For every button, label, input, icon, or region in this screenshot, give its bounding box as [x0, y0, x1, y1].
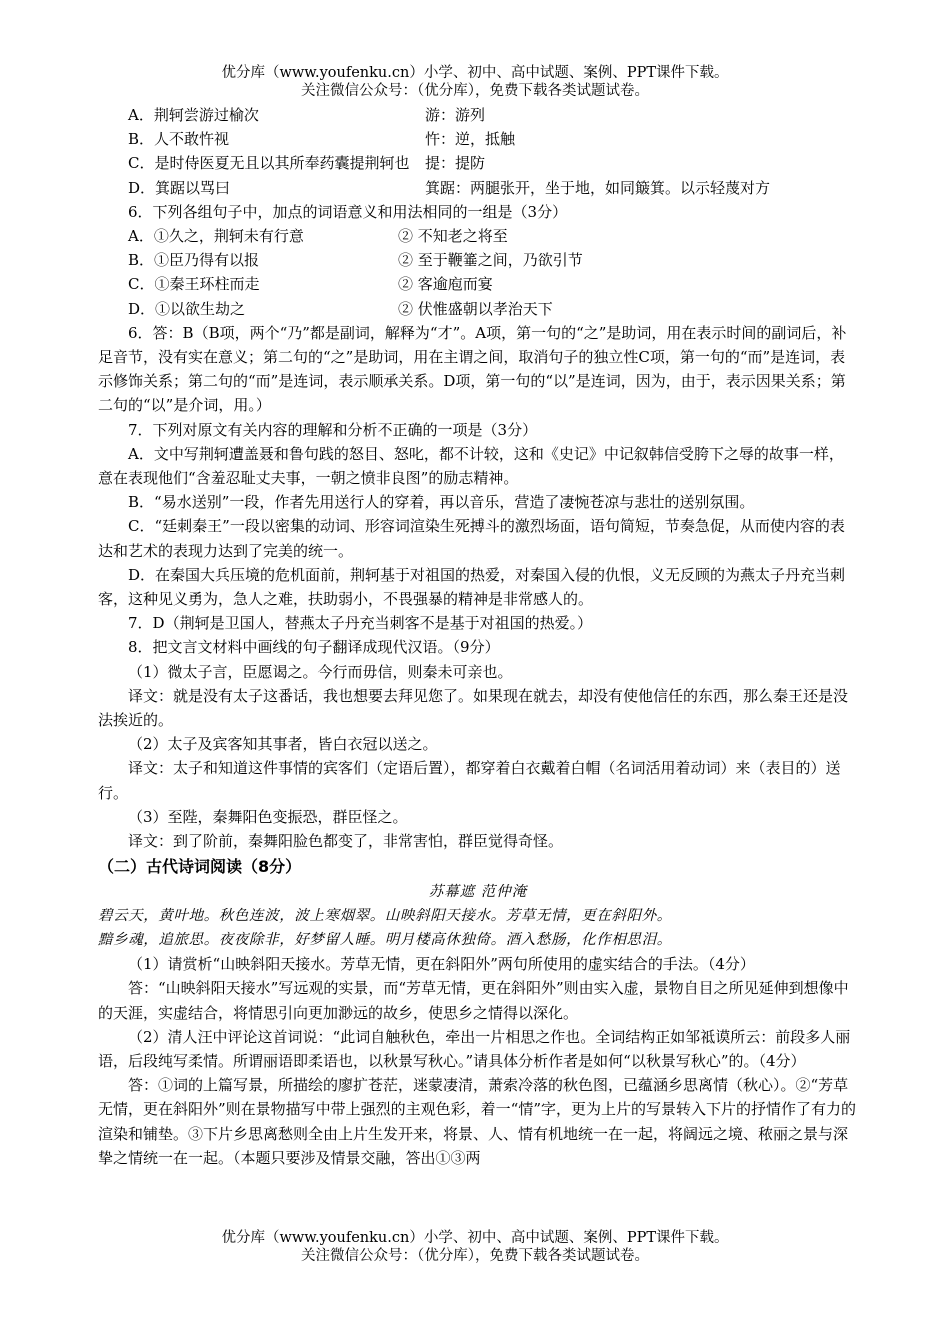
q8-item-3-translation: 译文：到了阶前，秦舞阳脸色都变了，非常害怕，群臣觉得奇怪。: [128, 832, 564, 851]
q5-option-d-sentence: D．箕踞以骂曰: [128, 178, 231, 197]
header-line-2: 关注微信公众号：（优分库），免费下载各类试题试卷。: [301, 83, 649, 99]
q6-option-d: [98, 297, 858, 321]
poem-question-2: （2）清人汪中评论这首词说：“此词自触秋色，牵出一片相思之作也。全词结构正如邹祗谟所云：前段多人丽语，后段纯写柔情。所谓丽语即柔语也，以秋景写秋心。”请具体分析作者是如何“以秋景写秋心”的。（4分）: [98, 1027, 851, 1070]
q5-option-d-explain: 箕踞：两腿张开，坐于地，如同簸箕。以示轻蔑对方: [425, 178, 771, 197]
footer-line-2: 关注微信公众号：（优分库），免费下载各类试题试卷。: [301, 1248, 649, 1264]
q5-option-c: [98, 151, 858, 175]
poem-line-1: 碧云天，黄叶地。秋色连波，波上寒烟翠。山映斜阳天接水。芳草无情，更在斜阳外。: [98, 907, 672, 924]
q5-option-a: [98, 103, 858, 127]
footer-line-1: 优分库（www.youfenku.cn）小学、初中、高中试题、案例、PPT课件下载。: [221, 1230, 729, 1246]
q5-option-b-sentence: B．人不敢忤视: [128, 130, 230, 149]
q5-option-b-explain: 忤：逆，抵触: [425, 130, 516, 149]
header-line-1: 优分库（www.youfenku.cn）小学、初中、高中试题、案例、PPT课件下载。: [221, 65, 729, 81]
q6-option-c-second: ② 客逾庖而宴: [398, 275, 493, 294]
document-body: [98, 103, 858, 1170]
q5-option-a-explain: 游：游列: [425, 106, 486, 124]
q6-stem: 6．下列各组句子中，加点的词语意义和用法相同的一组是（3分）: [128, 202, 568, 221]
page-footer: [0, 1229, 950, 1265]
q8-item-2-translation: 译文：太子和知道这件事情的宾客们（定语后置），都穿着白衣戴着白帽（名词活用着动词）来（表目的）送行。: [98, 759, 841, 802]
q6-option-b-first: B．①臣乃得有以报: [128, 251, 260, 270]
q8-item-1-source: （1）微太子言，臣愿谒之。今行而毋信，则秦未可亲也。: [128, 662, 513, 681]
poem-answer-2: 答：①词的上篇写景，所描绘的廖扩苍茫，迷蒙凄清，萧索冷落的秋色图，已蕴涵乡思离情（秋心）。②“芳草无情，更在斜阳外”则在景物描写中带上强烈的主观色彩，着一“情”字，更为上片的写景转入下片的抒情作了有力的渲染和铺垫。③下片乡思离愁则全由上片生发开来，将景、人、情有机地统一在一起，将阔远之境、秾丽之景与深挚之情统一在一起。（本题只要涉及情景交融，答出①③两: [98, 1076, 857, 1167]
q5-option-a-sentence: A．荆轲尝游过榆次: [128, 106, 259, 124]
page-header: [0, 64, 950, 100]
q7-option-c: C．“廷刺秦王”一段以密集的动词、形容词渲染生死搏斗的激烈场面，语句简短，节奏急促，从而使内容的表达和艺术的表现力达到了完美的统一。: [98, 517, 845, 560]
q8-stem: 8．把文言文材料中画线的句子翻译成现代汉语。（9分）: [128, 638, 500, 657]
poem-line-2: 黯乡魂，追旅思。夜夜除非，好梦留人睡。明月楼高休独倚。酒入愁肠，化作相思泪。: [98, 931, 672, 948]
q6-option-a-second: ② 不知老之将至: [398, 227, 508, 246]
q8-item-1-translation: 译文：就是没有太子这番话，我也想要去拜见您了。如果现在就去，却没有使他信任的东西，那么秦王还是没法挨近的。: [98, 686, 849, 730]
q6-option-a-first: A．①久之，荆轲未有行意: [128, 227, 304, 246]
q7-option-b: B．“易水送别”一段，作者先用送行人的穿着，再以音乐，营造了凄惋苍凉与悲壮的送别氛围。: [128, 493, 755, 512]
q8-item-2-source: （2）太子及宾客知其事者，皆白衣冠以送之。: [128, 735, 438, 754]
poem-title: 苏幕遮 范仲淹: [428, 883, 528, 900]
poem-question-1: （1）请赏析“山映斜阳天接水。芳草无情，更在斜阳外”两句所使用的虚实结合的手法。（4分）: [128, 955, 755, 974]
q6-option-d-first: D．①以欲生劫之: [128, 299, 246, 318]
q6-option-c-first: C．①秦王环柱而走: [128, 275, 260, 294]
q5-option-d: [98, 176, 858, 200]
q7-option-a: A．文中写荆轲遭盖聂和鲁句践的怒目、怒叱，都不计较，这和《史记》中记叙韩信受胯下之辱的故事一样，意在表现他们“含羞忍耻丈夫事，一朝之愤非良图”的励志精神。: [98, 444, 844, 488]
q5-option-c-explain: 提：提防: [425, 154, 486, 173]
q6-option-d-second: ② 伏惟盛朝以孝治天下: [398, 299, 553, 318]
q6-answer: 6．答：B（B项，两个“乃”都是副词，解释为“才”。A项，第一句的“之”是助词，用在表示时间的副词后，补足音节，没有实在意义；第二句的“之”是助词，用在主谓之间，取消句子的独立性C项，第一句的“而”是连词，表示修饰关系；第二句的“而”是连词，表示顺承关系。D项，第一句的“以”是连词，因为，由于，表示因果关系；第二句的“以”是介词，用。）: [98, 323, 847, 415]
q7-stem: 7．下列对原文有关内容的理解和分析不正确的一项是（3分）: [128, 420, 538, 439]
q6-option-b-second: ② 至于鞭箠之间，乃欲引节: [398, 251, 583, 270]
q7-answer: 7．D（荆轲是卫国人，替燕太子丹充当刺客不是基于对祖国的热爱。）: [128, 614, 593, 633]
poem-answer-1: 答：“山映斜阳天接水”写远观的实景，而“芳草无情，更在斜阳外”则由实入虚，景物自目之所见延伸到想像中的天涯，实虚结合，将情思引向更加渺远的故乡，使思乡之情得以深化。: [98, 979, 849, 1022]
q8-item-3-source: （3）至陛，秦舞阳色变振恐，群臣怪之。: [128, 807, 408, 826]
q5-option-b: [98, 127, 858, 151]
q6-option-a: [98, 224, 858, 248]
q6-option-c: [98, 272, 858, 296]
section-heading: （二）古代诗词阅读（8分）: [98, 857, 302, 877]
q6-option-b: [98, 248, 858, 272]
q7-option-d: D．在秦国大兵压境的危机面前，荆轲基于对祖国的热爱，对秦国入侵的仇恨，义无反顾的为燕太子丹充当刺客，这种见义勇为，急人之难，扶助弱小，不畏强暴的精神是非常感人的。: [98, 565, 846, 609]
q5-option-c-sentence: C．是时侍医夏无且以其所奉药囊提荆轲也: [128, 154, 410, 173]
